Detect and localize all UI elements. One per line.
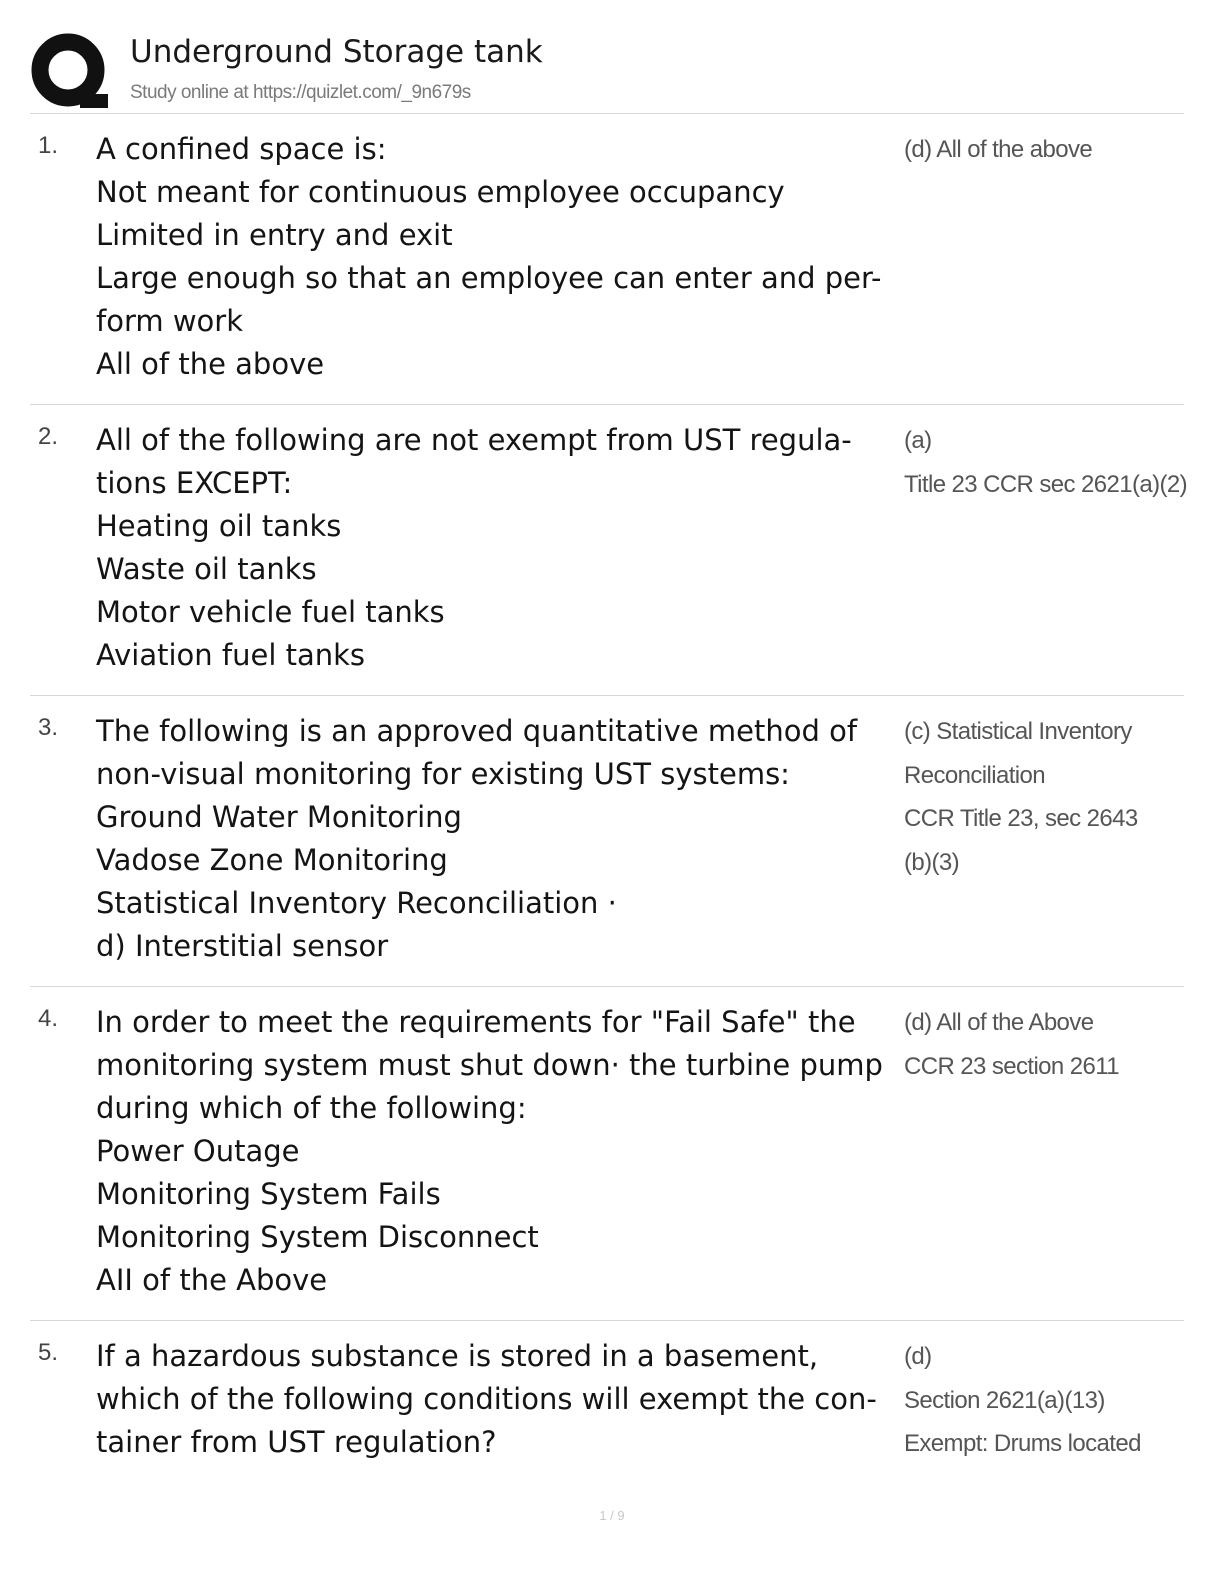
definition-line: Exempt: Drums located	[904, 1430, 1141, 1457]
page-header	[30, 28, 1184, 114]
term-line: Motor vehicle fuel tanks	[96, 595, 445, 629]
flashcard-row	[30, 696, 1184, 987]
term-line: A confined space is:	[96, 132, 387, 166]
definition-line: CCR Title 23, sec 2643	[904, 805, 1138, 832]
flashcard-row	[30, 405, 1188, 696]
flashcard-list	[30, 114, 1188, 1482]
term-line: Limited in entry and exit	[96, 218, 453, 252]
definition-line: (b)(3)	[904, 848, 960, 876]
term-line: form work	[96, 304, 244, 338]
card-definition	[904, 419, 1188, 506]
card-number: 5.	[38, 1339, 59, 1366]
card-term	[96, 710, 896, 968]
term-line: Large enough so that an employee can enter and per-	[96, 261, 882, 295]
term-line: Vadose Zone Monitoring	[96, 843, 448, 877]
card-number: 4.	[38, 1005, 59, 1032]
term-line: Ground Water Monitoring	[96, 800, 462, 834]
study-online-link[interactable]: Study online at https://quizlet.com/_9n679s	[130, 82, 471, 103]
card-definition	[904, 1001, 1184, 1088]
flashcard-row	[30, 1321, 1184, 1482]
term-line: Waste oil tanks	[96, 552, 317, 586]
term-line: In order to meet the requirements for "Fail Safe" the	[96, 1005, 856, 1039]
card-term	[96, 128, 896, 386]
term-line: d) Interstitial sensor	[96, 929, 389, 963]
card-number: 2.	[38, 423, 59, 450]
term-line: If a hazardous substance is stored in a basement,	[96, 1339, 819, 1373]
card-term	[96, 1001, 896, 1302]
term-line: The following is an approved quantitative method of	[96, 714, 858, 748]
definition-line: Section 2621(a)(13)	[904, 1386, 1105, 1414]
term-line: tions EXCEPT:	[96, 466, 293, 500]
definition-line: Reconciliation	[904, 761, 1046, 789]
term-line: tainer from UST regulation?	[96, 1425, 497, 1459]
page-number: 1 / 9	[599, 1508, 625, 1523]
card-definition	[904, 1335, 1184, 1466]
card-term	[96, 1335, 896, 1464]
definition-line: (c) Statistical Inventory	[904, 718, 1132, 745]
term-line: non-visual monitoring for existing UST systems:	[96, 757, 790, 791]
term-line: Statistical Inventory Reconciliation ·	[96, 886, 617, 920]
term-line: Power Outage	[96, 1134, 300, 1168]
definition-line: (d) All of the Above	[904, 1009, 1094, 1036]
term-line: AII of the Above	[96, 1263, 328, 1297]
term-line: Aviation fuel tanks	[96, 638, 366, 672]
definition-line: Title 23 CCR sec 2621(a)(2)	[904, 470, 1188, 498]
term-line: monitoring system must shut down· the turbine pump	[96, 1048, 883, 1082]
term-line: during which of the following:	[96, 1091, 527, 1125]
flashcard-row	[30, 114, 1184, 405]
card-definition	[904, 128, 1184, 172]
card-term	[96, 419, 896, 677]
term-line: Monitoring System Fails	[96, 1177, 441, 1211]
term-line: All of the following are not exempt from UST regula-	[96, 423, 852, 457]
flashcard-row	[30, 987, 1184, 1321]
card-definition	[904, 710, 1184, 884]
card-number: 1.	[38, 132, 59, 159]
definition-line: (d) All of the above	[904, 136, 1093, 163]
quizlet-logo-icon	[30, 32, 110, 112]
term-line: All of the above	[96, 347, 325, 381]
page-title: Underground Storage tank	[130, 34, 543, 70]
card-number: 3.	[38, 714, 59, 741]
definition-line: CCR 23 section 2611	[904, 1052, 1119, 1080]
term-line: Heating oil tanks	[96, 509, 342, 543]
term-line: Monitoring System Disconnect	[96, 1220, 539, 1254]
term-line: which of the following conditions will exempt the con-	[96, 1382, 877, 1416]
term-line: Not meant for continuous employee occupancy	[96, 175, 785, 209]
definition-line: (d)	[904, 1343, 932, 1370]
definition-line: (a)	[904, 427, 932, 454]
